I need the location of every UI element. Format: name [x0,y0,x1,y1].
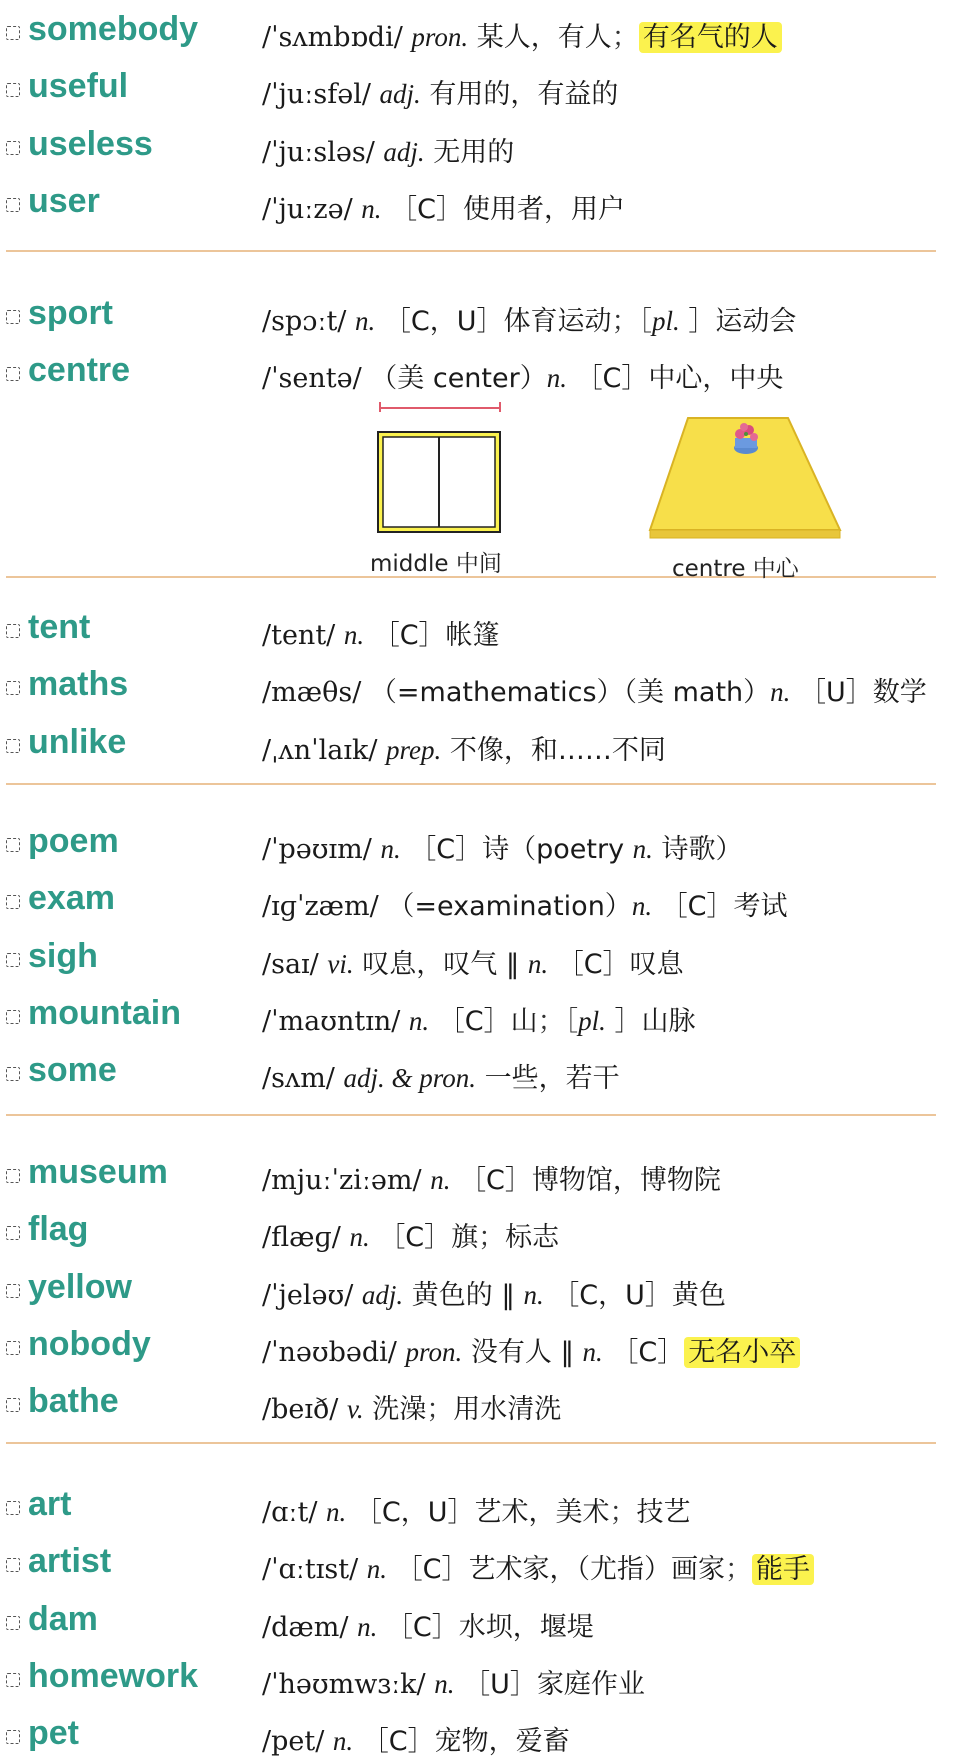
separator: ； [426,1394,454,1426]
definition [262,613,500,652]
meaning: 用水清洗 [453,1394,562,1426]
headword: artist [28,1542,112,1581]
definition [262,942,684,981]
headword: tent [28,608,91,646]
part-of-speech: pl. [651,306,680,336]
meaning: ［C］考试 [660,891,788,923]
part-of-speech: n. [366,1554,388,1585]
separator: ； [724,1554,752,1586]
meaning: ］运动会 [688,306,797,337]
phonetic: /dæm/ [262,1611,349,1643]
phonetic: /ɑːt/ [262,1497,318,1528]
part-of-speech: n. [527,948,549,979]
definition [262,884,788,923]
checkbox-icon[interactable] [6,1616,20,1630]
part-of-speech: n. [631,891,653,922]
headword: sport [28,294,113,332]
phonetic: /ˌʌnˈlaɪk/ [262,734,378,766]
headword: bathe [28,1382,119,1421]
checkbox-icon[interactable] [6,83,20,97]
part-of-speech: n. [355,306,376,336]
part-of-speech: adj. [383,136,425,167]
meaning: ［C］中心，中央 [575,363,784,395]
headword: mountain [28,993,181,1032]
phonetic: /spɔːt/ [262,306,347,337]
part-of-speech: v. [346,1394,364,1425]
phonetic: /mæθs/ [262,677,362,709]
meaning: 没有人 ‖ [470,1336,583,1368]
meaning: 标志 [505,1222,560,1254]
vocab-entry-centre [0,347,960,397]
definition [262,1056,620,1095]
phonetic: /tent/ [262,620,336,651]
meaning: ［C］水坝，堰堤 [385,1611,594,1643]
definition [262,728,666,767]
definition [262,356,783,395]
checkbox-icon[interactable] [6,1673,20,1687]
headword: exam [28,879,115,918]
checkbox-icon[interactable] [6,367,20,381]
meaning: ［C，U］体育运动 [383,306,612,337]
checkbox-icon[interactable] [6,838,20,852]
phonetic: /pet/ [262,1726,325,1758]
definition [262,1605,594,1644]
checkbox-icon[interactable] [6,1341,20,1355]
headword: unlike [28,722,127,761]
headword: useful [28,67,129,106]
part-of-speech: n. [632,834,653,864]
definition [262,299,796,338]
meaning: ［C］ [611,1336,685,1368]
checkbox-icon[interactable] [6,1169,20,1183]
meaning: 一些，若干 [484,1063,620,1095]
part-of-speech: n. [380,834,401,864]
headword: somebody [28,10,199,48]
checkbox-icon[interactable] [6,681,20,695]
checkbox-icon[interactable] [6,1226,20,1240]
meaning: ［C，U］黄色 [552,1279,726,1311]
phonetic: /ˈjuːzə/ [262,193,353,225]
vocab-entry-useful [0,63,960,113]
headword: dam [28,1599,98,1638]
vocab-entry-some [0,1047,960,1097]
part-of-speech: adj. [379,79,421,110]
meaning: 洗澡 [372,1394,427,1426]
vocab-entry-yellow [0,1264,960,1314]
definition [262,1490,691,1529]
headword: yellow [28,1267,132,1306]
part-of-speech: pron. [405,1336,463,1367]
vocab-entry-nobody [0,1321,960,1371]
vocab-entry-mountain [0,990,960,1040]
phonetic: /mjuːˈziːəm/ [262,1165,422,1196]
definition [262,1387,561,1426]
checkbox-icon[interactable] [6,1398,20,1412]
phonetic: /ˈjuːsfəl/ [262,79,371,111]
meaning: ［C］宠物，爱畜 [361,1726,570,1758]
part-of-speech: n. [523,1279,544,1310]
meaning: ［C］山 [437,1005,538,1037]
meaning: ［C］使用者，用户 [390,193,625,225]
definition [262,1273,726,1312]
definition [262,187,625,226]
phonetic: /ˈpəʊɪm/ [262,834,372,865]
vocab-entry-maths [0,661,960,711]
part-of-speech: n. [332,1726,354,1757]
meaning: ［C，U］艺术，美术 [354,1497,610,1528]
separator: ；［ [537,1005,579,1037]
checkbox-icon[interactable] [6,141,20,155]
vocab-entry-flag [0,1206,960,1256]
meaning: 有用的，有益的 [429,79,619,111]
checkbox-icon[interactable] [6,310,20,324]
headword: poem [28,822,119,860]
checkbox-icon[interactable] [6,1558,20,1572]
meaning: （=mathematics）（美 math） [369,677,771,709]
vocab-entry-artist [0,1538,960,1588]
phonetic: /ɪɡˈzæm/ [262,891,379,923]
checkbox-icon[interactable] [6,1284,20,1298]
part-of-speech: n. [770,677,791,708]
meaning: （美 center） [370,363,547,395]
part-of-speech: n. [343,620,365,650]
centre-illustration [648,410,848,560]
separator: ；［ [611,306,652,337]
phonetic: /ˈsentə/ [262,363,362,395]
definition [262,72,618,111]
part-of-speech: n. [430,1165,451,1195]
part-of-speech: n. [408,1005,430,1036]
group-divider [6,783,936,785]
part-of-speech: adj. [361,1279,404,1310]
checkbox-icon[interactable] [6,1010,20,1024]
vocab-entry-useless [0,121,960,171]
part-of-speech: pron. [411,22,469,52]
phonetic: /ˈɑːtɪst/ [262,1554,359,1586]
vocab-entry-sigh [0,933,960,983]
meaning: 诗歌） [661,834,743,865]
headword: pet [28,1714,79,1753]
phonetic: /ˈnəʊbədi/ [262,1336,397,1368]
definition [262,1547,814,1586]
vocab-entry-user [0,178,960,228]
headword: user [28,181,100,220]
vocab-entry-homework [0,1653,960,1703]
headword: sigh [28,936,98,975]
phonetic: /beɪð/ [262,1394,339,1426]
centre-caption: centre 中心 [672,556,799,582]
meaning: 无用的 [433,136,515,168]
part-of-speech: n. [349,1222,370,1253]
meaning: 技艺 [636,1497,691,1528]
definition [262,15,782,54]
part-of-speech: adj. & pron. [343,1063,477,1094]
headword: art [28,1485,72,1523]
meaning: ［U］家庭作业 [463,1668,645,1700]
vocab-entry-art [0,1481,960,1531]
vocab-entry-bathe [0,1378,960,1428]
definition [262,827,743,866]
meaning: ［U］数学 [799,677,927,709]
highlighted-meaning: 有名气的人 [639,22,782,53]
headword: some [28,1051,117,1090]
definition [262,1330,800,1369]
separator: ； [611,22,639,53]
checkbox-icon[interactable] [6,624,20,638]
part-of-speech: n. [357,1611,378,1642]
group-divider [6,1442,936,1444]
vocab-entry-museum [0,1149,960,1199]
group-divider [6,1114,936,1116]
checkbox-icon[interactable] [6,26,20,40]
vocab-entry-somebody [0,6,960,56]
phonetic: /ˈjeləʊ/ [262,1279,354,1311]
meaning: ［C］帐篷 [372,620,500,651]
vocab-entry-dam [0,1596,960,1646]
separator: ； [478,1222,506,1254]
part-of-speech: pl. [578,1005,606,1036]
meaning: （=examination） [387,891,632,923]
definition [262,1158,721,1197]
meaning: 黄色的 ‖ [411,1279,524,1311]
definition [262,130,514,169]
meaning: ［C］诗（poetry [409,834,633,865]
meaning: ［C］艺术家，（尤指）画家 [395,1554,725,1586]
headword: useless [28,124,153,163]
definition [262,999,695,1038]
part-of-speech: n. [326,1497,347,1527]
part-of-speech: n. [361,193,382,224]
vocab-entry-pet [0,1710,960,1760]
definition [262,1662,645,1701]
definition [262,1719,570,1758]
meaning: 不像，和……不同 [449,734,666,766]
meaning: ［C］叹息 [556,948,684,980]
meaning: 某人，有人 [476,22,612,53]
headword: flag [28,1210,89,1249]
phonetic: /ˈjuːsləs/ [262,136,375,168]
checkbox-icon[interactable] [6,1730,20,1744]
vocab-entry-tent [0,604,960,654]
phonetic: /ˈsʌmbɒdi/ [262,22,403,53]
vocab-entry-exam [0,875,960,925]
definition [262,670,927,709]
headword: museum [28,1153,168,1191]
checkbox-icon[interactable] [6,895,20,909]
checkbox-icon[interactable] [6,198,20,212]
headword: maths [28,665,129,704]
headword: nobody [28,1324,151,1363]
checkbox-icon[interactable] [6,1501,20,1515]
part-of-speech: prep. [386,734,442,765]
part-of-speech: n. [434,1668,455,1699]
part-of-speech: vi. [327,948,354,979]
headword: homework [28,1656,199,1695]
phonetic: /ˈmaʊntɪn/ [262,1005,401,1037]
part-of-speech: n. [546,363,567,394]
middle-caption: middle 中间 [370,551,502,577]
vocab-entry-sport [0,290,960,340]
checkbox-icon[interactable] [6,953,20,967]
meaning: ［C］旗 [378,1222,479,1254]
headword: centre [28,351,131,390]
phonetic: /ˈhəʊmwɜːk/ [262,1668,426,1700]
separator: ； [609,1497,637,1528]
vocab-entry-unlike [0,719,960,769]
group-divider [6,250,936,252]
phonetic: /flæɡ/ [262,1222,341,1254]
middle-illustration [372,400,512,550]
phonetic: /sʌm/ [262,1063,335,1095]
meaning: ］山脉 [614,1005,696,1037]
highlighted-meaning: 能手 [752,1554,814,1585]
phonetic: /saɪ/ [262,948,319,980]
part-of-speech: n. [582,1336,603,1367]
meaning: 叹息，叹气 ‖ [362,948,528,980]
highlighted-meaning: 无名小卒 [684,1337,800,1368]
checkbox-icon[interactable] [6,739,20,753]
meaning: ［C］博物馆，博物院 [459,1165,721,1196]
checkbox-icon[interactable] [6,1067,20,1081]
definition [262,1215,559,1254]
vocab-entry-poem [0,818,960,868]
